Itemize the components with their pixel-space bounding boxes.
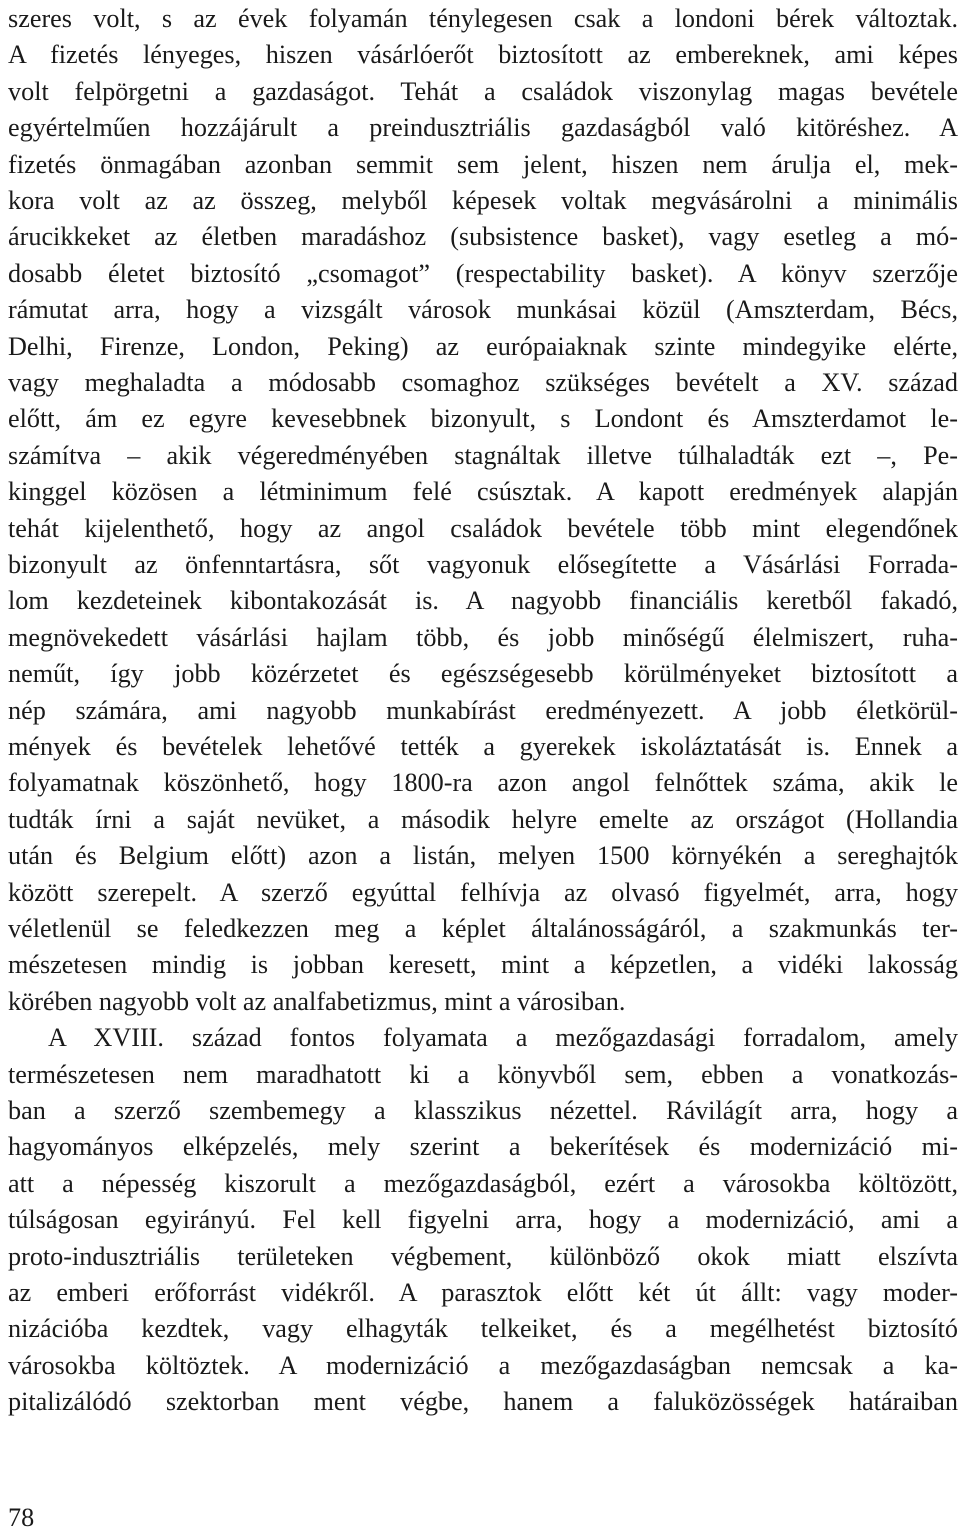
- text-line: között szerepelt. A szerző egyúttal felhívja az olvasó figyelmét, arra, hogy: [8, 877, 958, 907]
- text-line: nép számára, ami nagyobb munkabírást eredményezett. A jobb életkörül-: [8, 695, 958, 725]
- text-line: szeres volt, s az évek folyamán ténylegesen csak a londoni bérek változtak.: [8, 4, 958, 33]
- text-line: számítva – akik végeredményében stagnáltak illetve túlhaladták ezt –, Pe-: [8, 440, 958, 470]
- text-line: volt felpörgetni a gazdaságot. Tehát a családok viszonylag magas bevétele: [8, 76, 958, 106]
- text-line: proto-indusztriális területeken végbement, különböző okok miatt elszívta: [8, 1241, 958, 1271]
- text-line: körében nagyobb volt az analfabetizmus, mint a városiban.: [8, 986, 626, 1016]
- text-line: megnövekedett vásárlási hajlam több, és jobb minőségű élelmiszert, ruha-: [8, 622, 958, 652]
- text-line: folyamatnak köszönhető, hogy 1800-ra azon angol felnőttek száma, akik le: [8, 768, 958, 798]
- text-line: lom kezdeteinek kibontakozását is. A nagyobb financiális keretből fakadó,: [8, 586, 958, 616]
- text-line: az emberi erőforrást vidékről. A parasztok előtt két út állt: vagy moder-: [8, 1278, 958, 1307]
- text-line: A XVIII. század fontos folyamata a mezőgazdasági forradalom, amely: [48, 1023, 958, 1053]
- text-line: Delhi, Firenze, London, Peking) az európaiaknak szinte mindegyike elérte,: [8, 331, 958, 361]
- text-line: ban a szerző szembemegy a klasszikus nézettel. Rávilágít arra, hogy a: [8, 1096, 958, 1125]
- text-line: kinggel közösen a létminimum felé csúsztak. A kapott eredmények alapján: [8, 477, 958, 507]
- text-line: kora volt az az összeg, melyből képesek voltak megvásárolni a minimális: [8, 186, 958, 215]
- text-line: dosabb életet biztosító „csomagot” (respectability basket). A könyv szerzője: [8, 258, 958, 288]
- text-line: árucikkeket az életben maradáshoz (subsistence basket), vagy esetleg a mó-: [8, 222, 958, 252]
- text-line: vagy meghaladta a módosabb csomaghoz szükséges bevételt a XV. század: [8, 368, 958, 397]
- text-line: túlságosan egyirányú. Fel kell figyelni arra, hogy a modernizáció, ami a: [8, 1205, 958, 1235]
- text-line: att a népesség kiszorult a mezőgazdaságból, ezért a városokba költözött,: [8, 1168, 958, 1198]
- text-line: nizációba kezdtek, vagy elhagyták telkeiket, és a megélhetést biztosító: [8, 1314, 958, 1344]
- text-line: fizetés önmagában azonban semmit sem jelent, hiszen nem árulja el, mek-: [8, 149, 958, 179]
- text-line: rámutat arra, hogy a vizsgált városok munkásai közül (Amszterdam, Bécs,: [8, 295, 958, 325]
- text-line: mények és bevételek lehetővé tették a gyerekek iskoláztatását is. Ennek a: [8, 732, 958, 761]
- text-line: tehát kijelenthető, hogy az angol családok bevétele több mint elegendőnek: [8, 513, 958, 543]
- text-line: mészetesen mindig is jobban keresett, mint a képzetlen, a vidéki lakosság: [8, 950, 958, 980]
- text-line: után és Belgium előtt) azon a listán, melyen 1500 környékén a sereghajtók: [8, 841, 958, 871]
- text-line: véletlenül se feledkezzen meg a képlet általánosságáról, a szakmunkás ter-: [8, 914, 958, 943]
- text-line: hagyományos elképzelés, mely szerint a bekerítések és modernizáció mi-: [8, 1132, 958, 1162]
- text-line: tudták írni a saját nevüket, a második helyre emelte az országot (Hollandia: [8, 804, 958, 834]
- text-line: természetesen nem maradhatott ki a könyvből sem, ebben a vonatkozás-: [8, 1059, 958, 1089]
- page-number: 78: [8, 1503, 35, 1532]
- text-line: városokba költöztek. A modernizáció a mezőgazdaságban nemcsak a ka-: [8, 1350, 958, 1380]
- text-line: pitalizálódó szektorban ment végbe, hanem a faluközösségek határaiban: [8, 1387, 958, 1417]
- text-line: neműt, így jobb közérzetet és egészségesebb körülményeket biztosított a: [8, 659, 958, 689]
- text-line: egyértelműen hozzájárult a preindusztriális gazdaságból való kitöréshez. A: [8, 113, 958, 143]
- text-line: A fizetés lényeges, hiszen vásárlóerőt biztosított az embereknek, ami képes: [8, 40, 958, 70]
- text-line: bizonyult az önfenntartásra, sőt vagyonuk elősegítette a Vásárlási Forrada-: [8, 550, 958, 579]
- text-line: előtt, ám ez egyre kevesebbnek bizonyult, s Londont és Amszterdamot le-: [8, 404, 958, 434]
